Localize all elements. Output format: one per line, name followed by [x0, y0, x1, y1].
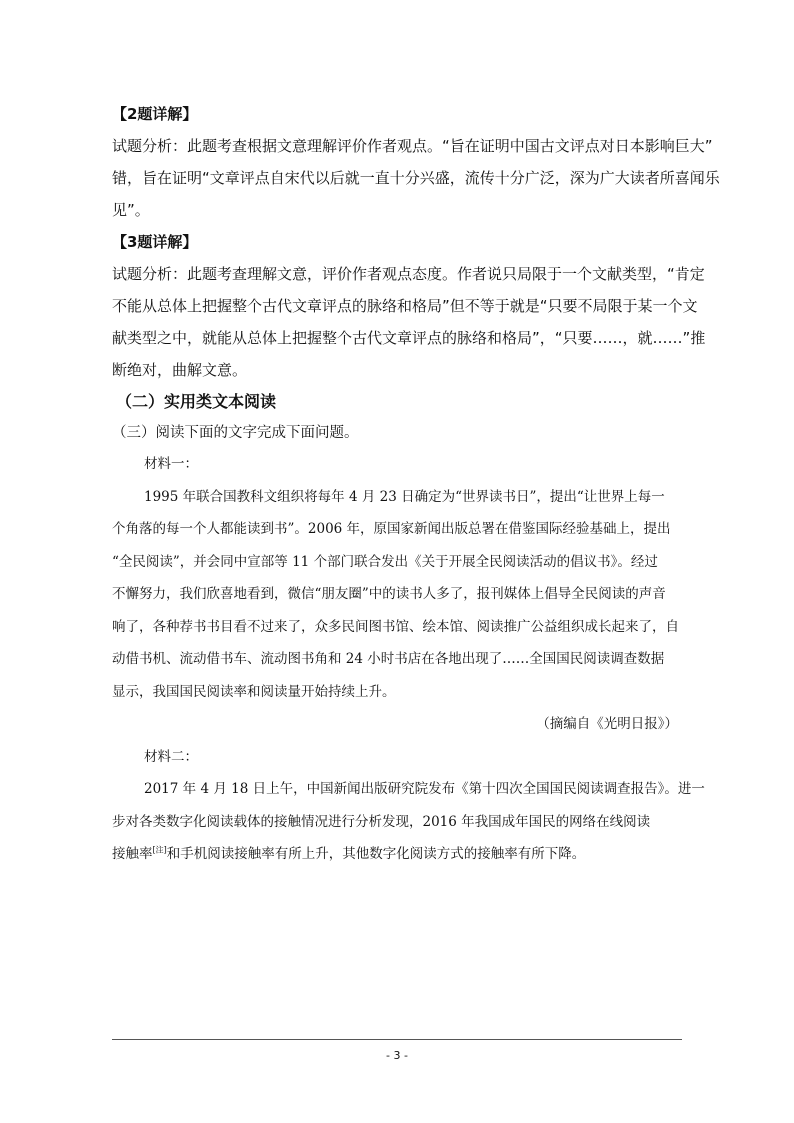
section-intro: （三）阅读下面的文字完成下面问题。: [112, 425, 359, 441]
material1-line: “全民阅读”，并会同中宣部等 11 个部门联合发出《关于开展全民阅读活动的倡议书》。经过: [112, 553, 658, 570]
q3-analysis-line: 试题分析：此题考查理解文意，评价作者观点态度。作者说只局限于一个文献类型，“肯定: [112, 265, 705, 283]
material1-label: 材料一：: [144, 456, 198, 472]
footnote-marker[interactable]: [注]: [152, 845, 167, 855]
material1-line: 显示，我国国民阅读率和阅读量开始持续上升。: [112, 683, 396, 700]
q2-analysis-line: 见”。: [112, 201, 150, 219]
q2-analysis-line: 试题分析：此题考查根据文意理解评价作者观点。“旨在证明中国古文评点对日本影响巨大”: [112, 137, 713, 155]
q3-analysis-line: 献类型之中，就能从总体上把握整个古代文章评点的脉络和格局”，“只要……，就……”推: [112, 329, 706, 347]
page-content: [112, 98, 720, 871]
page-number: - 3 -: [386, 1049, 408, 1062]
q3-analysis-line: 断绝对，曲解文意。: [112, 361, 248, 379]
material1-source: （摘编自《光明日报》）: [536, 716, 678, 732]
q3-heading: 【3题详解】: [112, 233, 198, 251]
material1-line: 动借书机、流动借书车、流动图书角和 24 小时书店在各地出现了……全国国民阅读调查数据: [112, 651, 665, 667]
section-title: （二）实用类文本阅读: [116, 392, 277, 411]
material1-line: 不懈努力，我们欣喜地看到，微信“朋友圈”中的读书人多了，报刊媒体上倡导全民阅读的声音: [112, 586, 666, 602]
material1-line: 1995 年联合国教科文组织将每年 4 月 23 日确定为“世界读书日”，提出“让世界上每一: [144, 488, 665, 505]
q3-analysis-line: 不能从总体上把握整个古代文章评点的脉络和格局”但不等于就是“只要不局限于某一个文: [112, 297, 698, 315]
material2-label: 材料二：: [144, 748, 198, 765]
material1-line: 响了，各种荐书书目看不过来了，众多民间图书馆、绘本馆、阅读推广公益组织成长起来了，自: [112, 618, 679, 635]
footer-divider: [112, 1039, 682, 1040]
q2-analysis-line: 错，旨在证明“文章评点自宋代以后就一直十分兴盛，流传十分广泛，深为广大读者所喜闻乐: [112, 169, 720, 187]
material2-line: 步对各类数字化阅读载体的接触情况进行分析发现，2016 年我国成年国民的网络在线阅读: [112, 813, 651, 830]
material2-line: [112, 838, 682, 871]
material2-line: 2017 年 4 月 18 日上午，中国新闻出版研究院发布《第十四次全国国民阅读调查报告》。进一: [144, 781, 705, 797]
material1-line: 个角落的每一个人都能读到书”。2006 年，原国家新闻出版总署在借鉴国际经验基础上，提出: [112, 521, 671, 537]
material2-line3-end: 和手机阅读接触率有所上升，其他数字化阅读方式的接触率有所下降。: [166, 846, 586, 862]
q2-heading: 【2题详解】: [112, 105, 198, 123]
material2-line3-start: 接触率: [112, 846, 153, 862]
